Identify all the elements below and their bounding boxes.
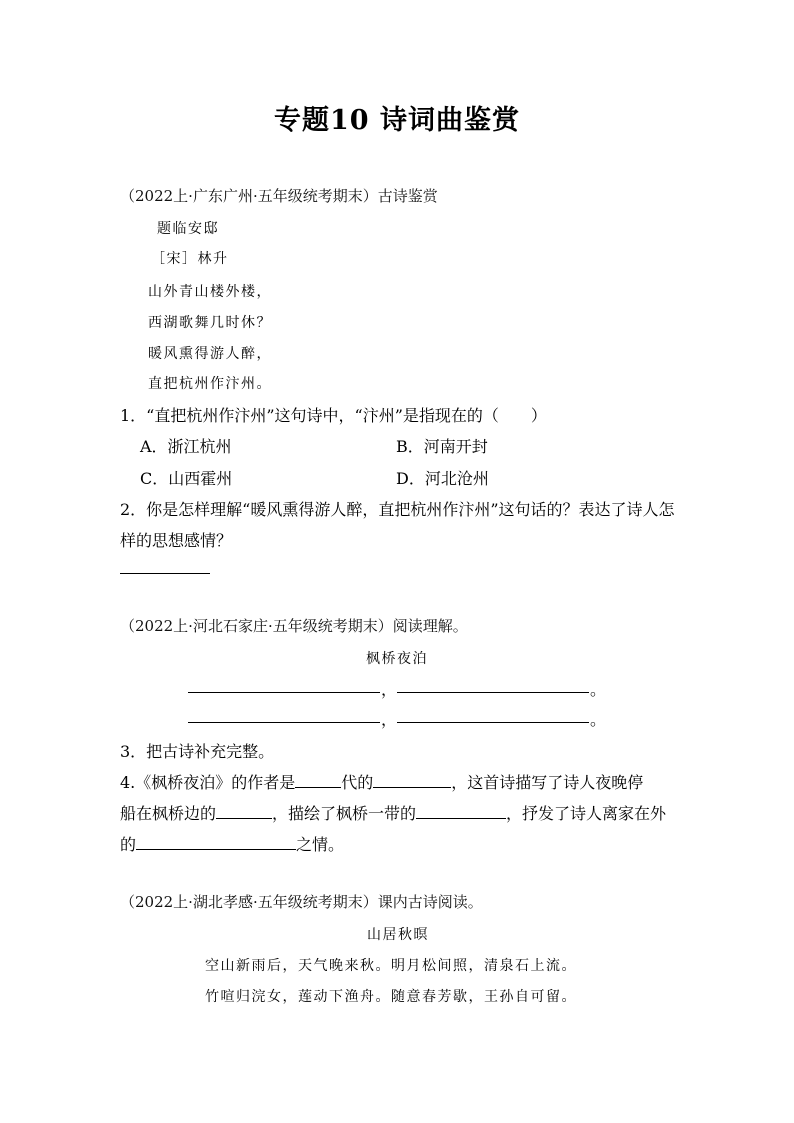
option-d[interactable]: D．河北沧州 (396, 469, 489, 488)
q4-text: 4.《枫桥夜泊》的作者是 (120, 773, 296, 792)
section1-source: （2022上·广东广州·五年级统考期末）古诗鉴赏 (120, 187, 438, 205)
question-4-line3 (120, 832, 344, 855)
section2-poem-title: 枫桥夜泊 (366, 651, 428, 667)
question-4-line2 (120, 801, 666, 824)
poem-line: 西湖歌舞几时休？ (148, 315, 272, 331)
poem-blank[interactable] (188, 692, 380, 693)
section1-poem-title: 题临安邸 (157, 221, 219, 237)
option-b[interactable]: B．河南开封 (396, 437, 488, 456)
q4-text: 船在枫桥边的 (120, 804, 217, 823)
q4-text: ，抒发了诗人离家在外 (506, 804, 667, 823)
question-3: 3．把古诗补充完整。 (120, 742, 275, 761)
poem-blank[interactable] (397, 722, 589, 723)
section1-poem-author: ［宋］林升 (151, 251, 229, 267)
q4-text: ，这首诗描写了诗人夜晚停 (451, 773, 644, 792)
q4-text: 之情。 (296, 835, 345, 854)
answer-blank[interactable] (120, 573, 210, 574)
poem-line: 山外青山楼外楼， (148, 284, 272, 300)
section3-poem-title: 山居秋暝 (367, 927, 429, 943)
period: 。 (590, 680, 607, 699)
page-title: 专题10 诗词曲鉴赏 (274, 105, 520, 136)
option-a[interactable]: A．浙江杭州 (140, 437, 232, 456)
poem-line: 直把杭州作汴州。 (148, 376, 272, 392)
poem-line: 竹喧归浣女，莲动下渔舟。随意春芳歇，王孙自可留。 (205, 989, 577, 1005)
comma: ， (381, 710, 398, 729)
question-2-line2: 样的思想感情？ (120, 531, 233, 550)
section3-source: （2022上·湖北孝感·五年级统考期末）课内古诗阅读。 (120, 893, 483, 911)
answer-blank[interactable] (416, 804, 506, 819)
answer-blank[interactable] (216, 804, 272, 819)
answer-blank[interactable] (295, 773, 341, 788)
answer-blank[interactable] (373, 773, 451, 788)
q4-text: 的 (120, 835, 137, 854)
comma: ， (381, 680, 398, 699)
poem-blank[interactable] (397, 692, 589, 693)
period: 。 (590, 710, 607, 729)
poem-blank[interactable] (188, 722, 380, 723)
option-c[interactable]: C．山西霍州 (140, 469, 233, 488)
q4-text: ，描绘了枫桥一带的 (272, 804, 417, 823)
poem-line: 空山新雨后，天气晚来秋。明月松间照，清泉石上流。 (205, 958, 577, 974)
poem-line: 暖风熏得游人醉， (148, 346, 272, 362)
question-2-line1: 2．你是怎样理解“暖风熏得游人醉，直把杭州作汴州”这句话的？表达了诗人怎 (120, 500, 675, 519)
question-1: 1．“直把杭州作汴州”这句诗中，“汴州”是指现在的（ ） (120, 406, 547, 425)
section2-source: （2022上·河北石家庄·五年级统考期末）阅读理解。 (120, 617, 468, 635)
question-4-line1 (120, 770, 643, 793)
answer-blank[interactable] (136, 835, 296, 850)
q4-text: 代的 (341, 773, 374, 792)
